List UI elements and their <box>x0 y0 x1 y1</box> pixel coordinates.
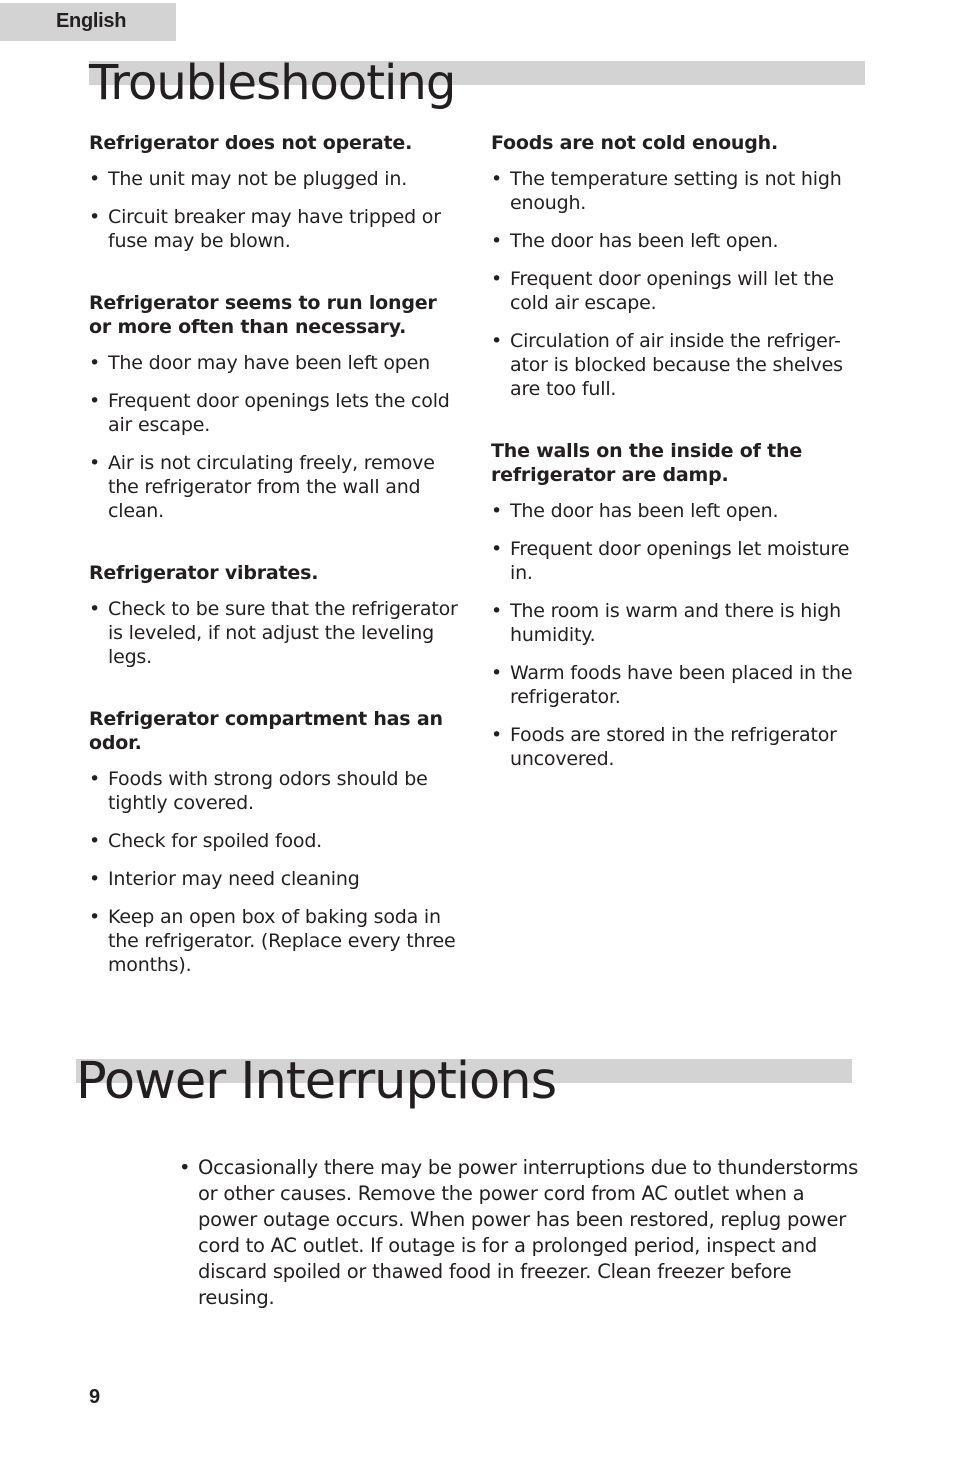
list-item: • Frequent door openings will let the cold air escape. <box>491 267 867 315</box>
issue-heading: The walls on the inside of the refrigerator are damp. <box>491 440 803 486</box>
list-item: • The door may have been left open <box>89 351 465 375</box>
list-item: • Circuit breaker may have tripped or fuse may be blown. <box>89 205 465 253</box>
list-item: • The temperature setting is not high enough. <box>491 167 867 215</box>
language-tab <box>0 3 176 41</box>
issue-heading: Refrigerator seems to run longer or more often than necessary. <box>89 292 437 338</box>
list-item: • The door has been left open. <box>491 499 867 523</box>
list-item: • Check for spoiled food. <box>89 829 465 853</box>
issue-heading: Refrigerator compartment has an odor. <box>89 708 443 754</box>
power-interruptions-title: Power Interruptions <box>76 1052 557 1111</box>
list-item: • Warm foods have been placed in the refrigerator. <box>491 661 867 709</box>
issue-heading: Refrigerator vibrates. <box>89 562 319 584</box>
language-label: English <box>56 10 127 32</box>
issue-group <box>491 439 867 771</box>
list-item: • Foods are stored in the refrigerator uncovered. <box>491 723 867 771</box>
issue-causes-list <box>491 167 867 401</box>
power-interruptions-list <box>179 1155 869 1311</box>
issue-group <box>89 131 465 253</box>
troubleshooting-left-column <box>89 131 465 991</box>
issue-heading: Refrigerator does not operate. <box>89 132 413 154</box>
list-item: • Check to be sure that the refrigerator is leveled, if not adjust the leveling legs. <box>89 597 465 669</box>
issue-causes-list <box>89 767 465 977</box>
list-item: • Keep an open box of baking soda in the refrigerator. (Replace every three months). <box>89 905 465 977</box>
list-item: • Frequent door openings lets the cold air escape. <box>89 389 465 437</box>
list-item: • Interior may need cleaning <box>89 867 465 891</box>
issue-heading: Foods are not cold enough. <box>491 132 778 154</box>
list-item: • Foods with strong odors should be tightly covered. <box>89 767 465 815</box>
list-item: • The door has been left open. <box>491 229 867 253</box>
issue-causes-list <box>89 351 465 523</box>
list-item: • Air is not circulating freely, remove the refrigerator from the wall and clean. <box>89 451 465 523</box>
list-item: • Frequent door openings let moisture in. <box>491 537 867 585</box>
list-item: • Circulation of air inside the refriger-ator is blocked because the shelves are too full. <box>491 329 867 401</box>
issue-group <box>89 707 465 977</box>
list-item: • The unit may not be plugged in. <box>89 167 465 191</box>
page-number: 9 <box>89 1386 101 1408</box>
troubleshooting-right-column <box>491 131 867 785</box>
list-item: • Occasionally there may be power interruptions due to thunderstorms or other causes. Remove the power cord from AC outlet when a power outage occurs. When power has been restored, replug power cord to AC outlet. If outage is for a prolonged period, inspect and discard spoiled or thawed food in freezer. Clean freezer before reusing. <box>179 1155 869 1311</box>
issue-causes-list <box>89 597 465 669</box>
issue-group <box>89 561 465 669</box>
issue-causes-list <box>491 499 867 771</box>
issue-group <box>491 131 867 401</box>
list-item: • The room is warm and there is high humidity. <box>491 599 867 647</box>
issue-group <box>89 291 465 523</box>
issue-causes-list <box>89 167 465 253</box>
troubleshooting-title: Troubleshooting <box>89 55 456 111</box>
